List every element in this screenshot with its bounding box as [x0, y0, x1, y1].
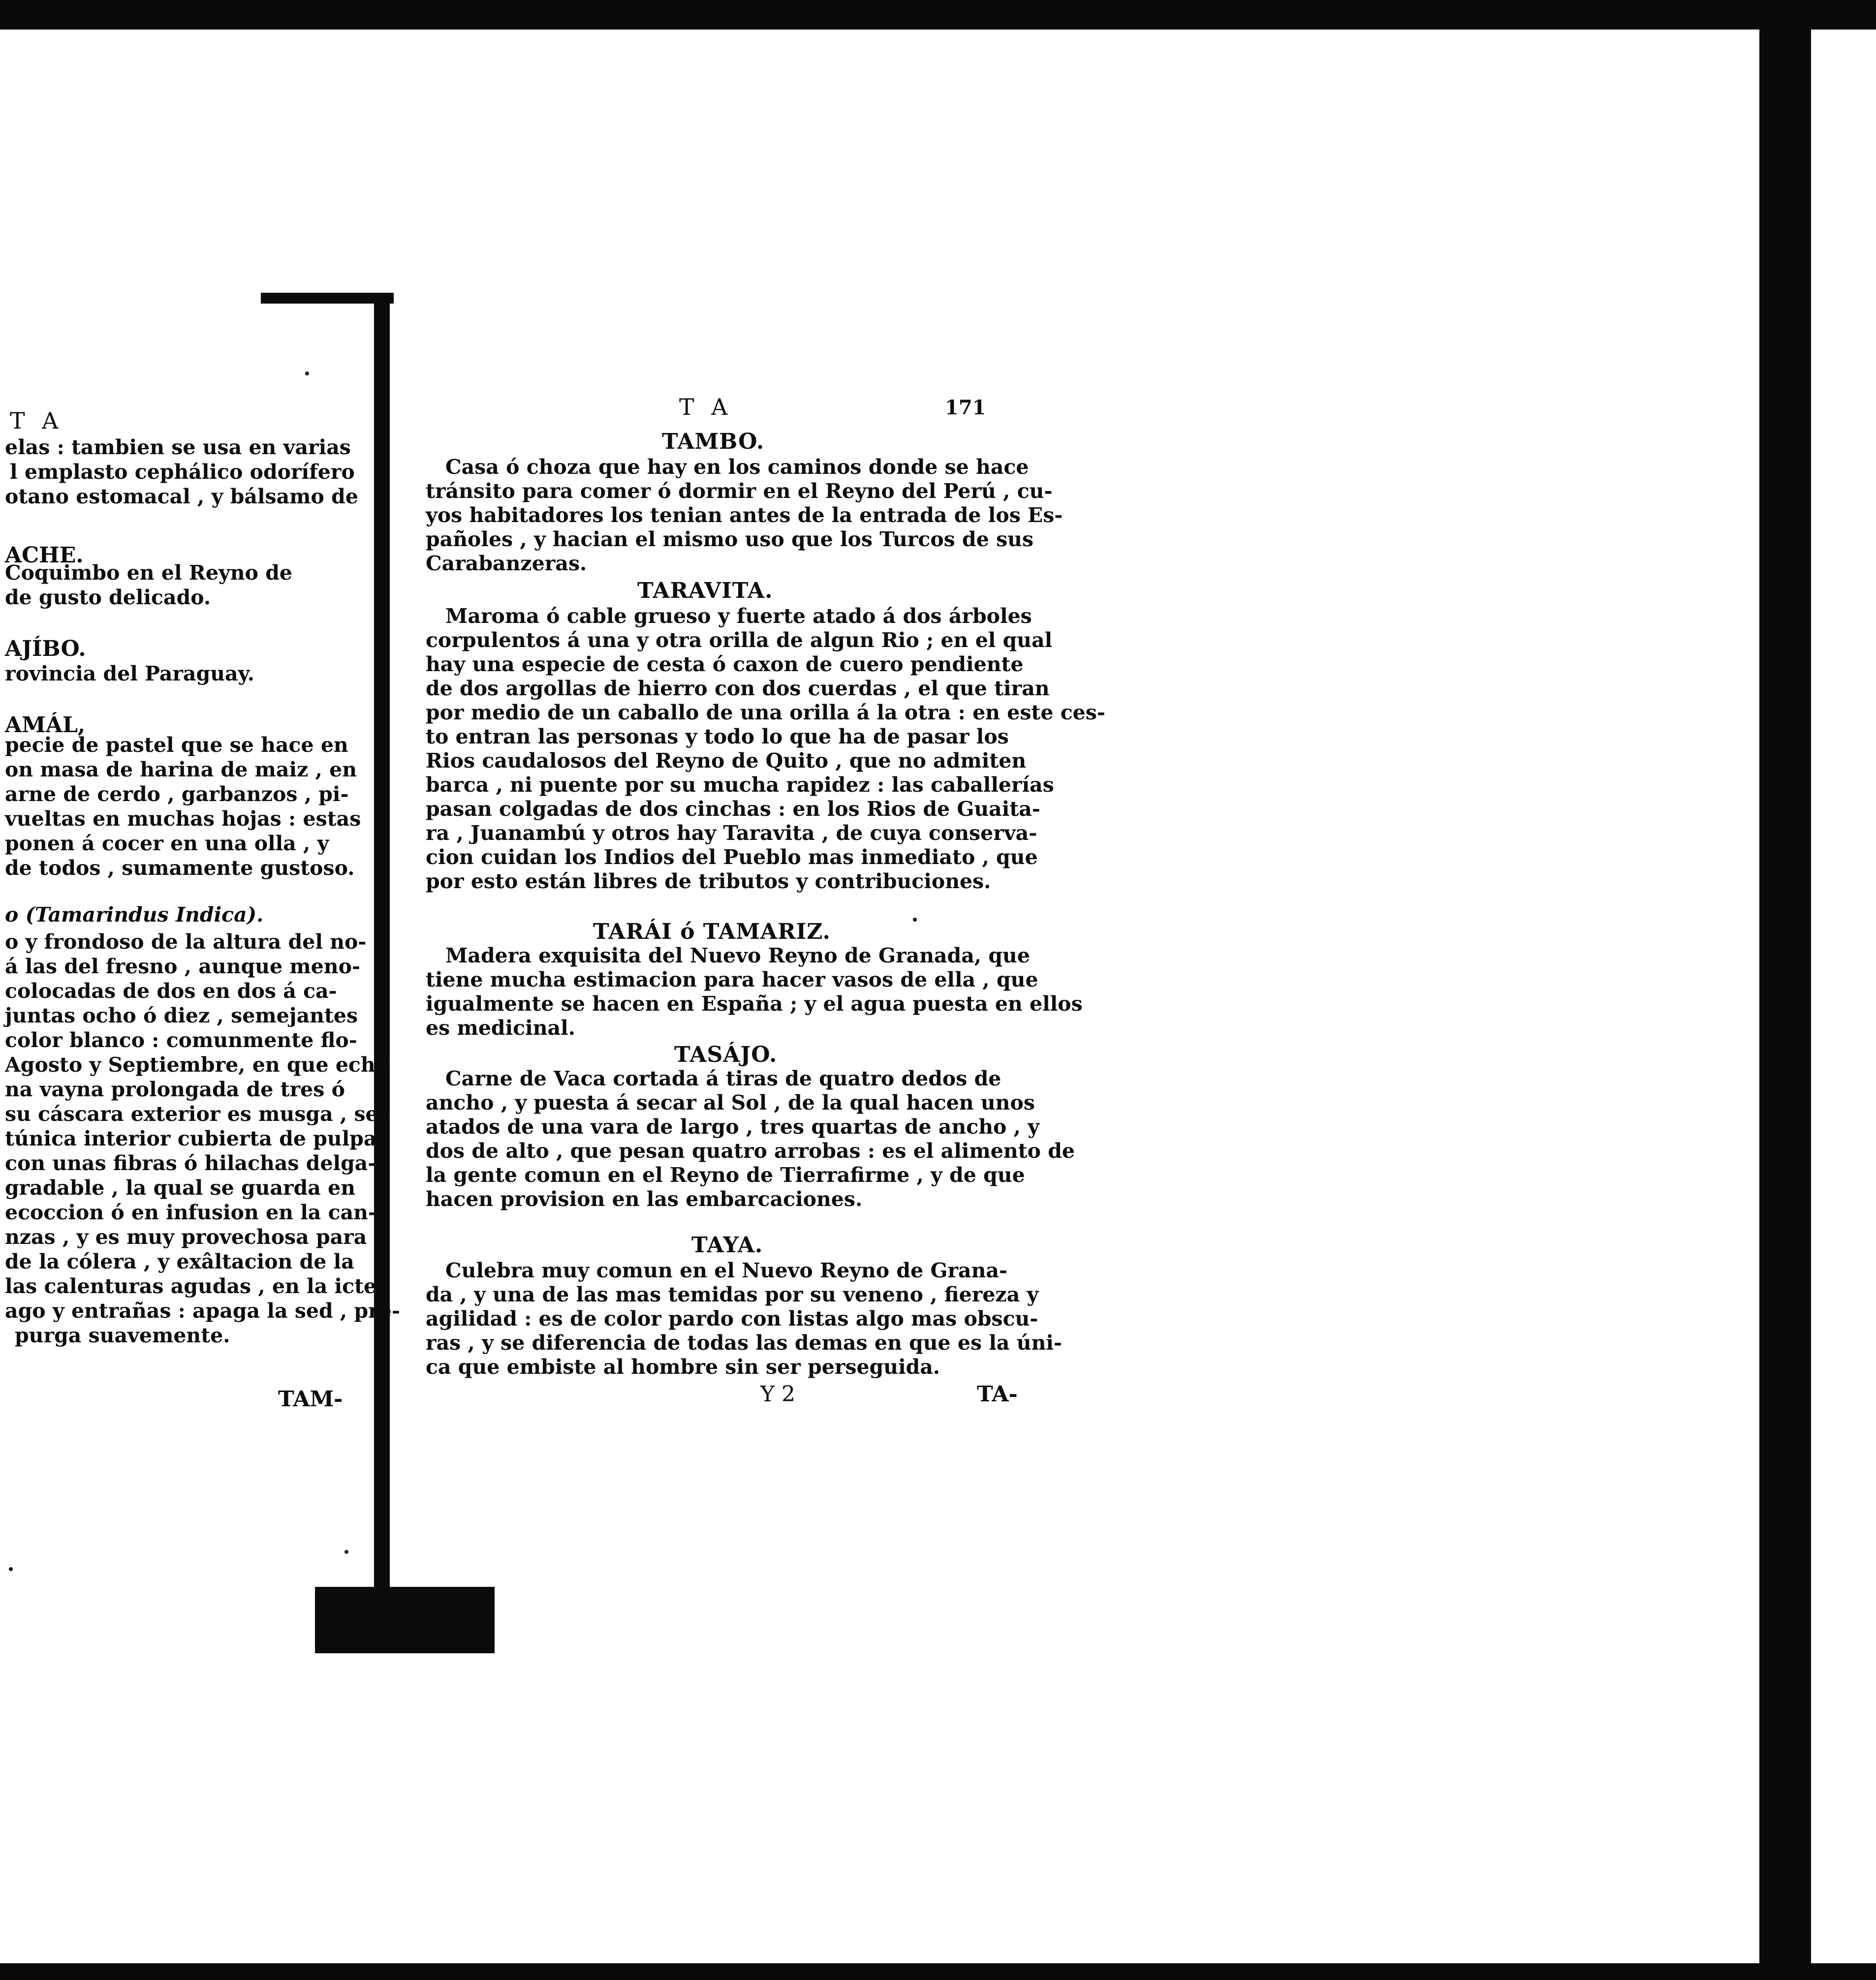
headword-taravita: TARAVITA. [637, 578, 773, 603]
headword-taya: TAYA. [691, 1233, 763, 1258]
entry-line: la gente comun en el Reyno de Tierrafirme , y de que [426, 1163, 1025, 1187]
entry-line: ras , y se diferencia de todas las demas en que es la úni- [426, 1331, 1062, 1355]
entry-line: de dos argollas de hierro con dos cuerdas , el que tiran [426, 677, 1050, 700]
print-speck [305, 371, 309, 375]
left-headword: AJÍBO. [5, 636, 86, 661]
far-right-page-edge [1811, 39, 1876, 1949]
entry-line: igualmente se hacen en España ; y el agua puesta en ellos [426, 992, 1083, 1016]
entry-line: ra , Juanambú y otros hay Taravita , de cuya conserva- [426, 821, 1037, 845]
headword-tambo: TAMBO. [662, 429, 765, 454]
left-line: nzas , y es muy provechosa para [5, 1225, 367, 1249]
entry-line: hay una especie de cesta ó caxon de cuero pendiente [426, 652, 1024, 676]
headword-tasajo: TASÁJO. [674, 1042, 778, 1067]
entry-line: Casa ó choza que hay en los caminos donde se hace [445, 455, 1029, 479]
left-line: rovincia del Paraguay. [5, 662, 255, 685]
page-number: 171 [945, 396, 986, 419]
left-line: ponen á cocer en una olla , y [5, 832, 329, 855]
right-running-head: T A [679, 394, 733, 420]
entry-line: pañoles , y hacian el mismo uso que los Turcos de sus [426, 527, 1034, 551]
scan-bottom-border [0, 1963, 1876, 1980]
page-fold-block [315, 1587, 495, 1653]
entry-line: tránsito para comer ó dormir en el Reyno del Perú , cu- [426, 479, 1053, 503]
entry-line: tiene mucha estimacion para hacer vasos de ella , que [426, 968, 1038, 991]
print-speck [913, 918, 917, 922]
entry-line: barca , ni puente por su mucha rapidez : las caballerías [426, 773, 1054, 797]
entry-line: to entran las personas y todo lo que ha de pasar los [426, 725, 1009, 748]
left-line: ecoccion ó en infusion en la can- [5, 1201, 376, 1224]
entry-line: por medio de un caballo de una orilla á la otra : en este ces- [426, 701, 1105, 724]
left-line: l emplasto cephálico odorífero [10, 460, 355, 484]
entry-line: corpulentos á una y otra orilla de algun Rio ; en el qual [426, 628, 1053, 652]
left-line: o (Tamarindus Indica). [5, 903, 264, 927]
entry-line: Carne de Vaca cortada á tiras de quatro dedos de [445, 1067, 1001, 1090]
entry-line: pasan colgadas de dos cinchas : en los Rios de Guaita- [426, 797, 1040, 821]
left-line: gradable , la qual se guarda en [5, 1176, 356, 1200]
left-line: de la cólera , y exâltacion de la [5, 1250, 354, 1273]
signature-mark: Y 2 [760, 1382, 796, 1407]
left-line: o y frondoso de la altura del no- [5, 930, 367, 954]
entry-line: Culebra muy comun en el Nuevo Reyno de Grana- [445, 1259, 1008, 1282]
left-line: Coquimbo en el Reyno de [5, 561, 292, 585]
left-catchword: TAM- [278, 1387, 343, 1412]
left-line: purga suavemente. [15, 1324, 230, 1347]
left-headword: AMÁL, [5, 712, 86, 738]
entry-line: por esto están libres de tributos y contribuciones. [426, 869, 991, 893]
left-line: de gusto delicado. [5, 586, 211, 609]
entry-line: agilidad : es de color pardo con listas algo mas obscu- [426, 1307, 1038, 1330]
left-line: su cáscara exterior es musga , se- [5, 1102, 387, 1126]
left-line: á las del fresno , aunque meno- [5, 955, 360, 978]
print-speck [344, 1550, 348, 1554]
entry-line: ca que embiste al hombre sin ser perseguida. [426, 1355, 940, 1379]
entry-line: es medicinal. [426, 1016, 575, 1040]
left-line: colocadas de dos en dos á ca- [5, 979, 337, 1003]
entry-line: atados de una vara de largo , tres quartas de ancho , y [426, 1115, 1040, 1139]
left-line: elas : tambien se usa en varias [5, 435, 351, 459]
left-line: arne de cerdo , garbanzos , pi- [5, 782, 349, 806]
left-line: juntas ocho ó diez , semejantes [5, 1004, 358, 1027]
left-headword: ACHE. [5, 543, 84, 568]
entry-line: Madera exquisita del Nuevo Reyno de Granada, que [445, 944, 1030, 967]
entry-line: cion cuidan los Indios del Pueblo mas inmediato , que [426, 845, 1038, 869]
scan-gap-border [1759, 30, 1811, 1963]
left-line: con unas fibras ó hilachas delga- [5, 1151, 376, 1175]
left-line: Agosto y Septiembre, en que echa [5, 1053, 389, 1077]
left-line: color blanco : comunmente flo- [5, 1028, 357, 1052]
left-line: on masa de harina de maiz , en [5, 758, 357, 781]
entry-line: Carabanzeras. [426, 552, 587, 575]
entry-line: Rios caudalosos del Reyno de Quito , que no admiten [426, 749, 1027, 773]
left-running-head: T A [10, 407, 63, 434]
headword-tarai: TARÁI ó TAMARIZ. [593, 919, 831, 944]
left-line: na vayna prolongada de tres ó [5, 1078, 345, 1101]
left-line: pecie de pastel que se hace en [5, 733, 348, 757]
left-line: vueltas en muchas hojas : estas [5, 807, 361, 831]
entry-line: da , y una de las mas temidas por su veneno , fiereza y [426, 1283, 1039, 1306]
right-catchword: TA- [977, 1382, 1018, 1407]
entry-line: ancho , y puesta á secar al Sol , de la qual hacen unos [426, 1091, 1035, 1114]
left-line: ago y entrañas : apaga la sed , pre- [5, 1299, 400, 1323]
left-line: otano estomacal , y bálsamo de [5, 485, 358, 508]
page-fold-shadow [374, 293, 390, 1592]
entry-line: dos de alto , que pesan quatro arrobas : es el alimento de [426, 1139, 1075, 1163]
entry-line: hacen provision en las embarcaciones. [426, 1187, 863, 1211]
entry-line: Maroma ó cable grueso y fuerte atado á dos árboles [445, 604, 1032, 628]
left-line: túnica interior cubierta de pulpa [5, 1127, 377, 1150]
scan-top-border [0, 0, 1876, 30]
entry-line: yos habitadores los tenian antes de la entrada de los Es- [426, 503, 1063, 527]
left-line: de todos , sumamente gustoso. [5, 856, 355, 880]
left-line: las calenturas agudas , en la icte- [5, 1274, 385, 1298]
print-speck [9, 1567, 13, 1571]
